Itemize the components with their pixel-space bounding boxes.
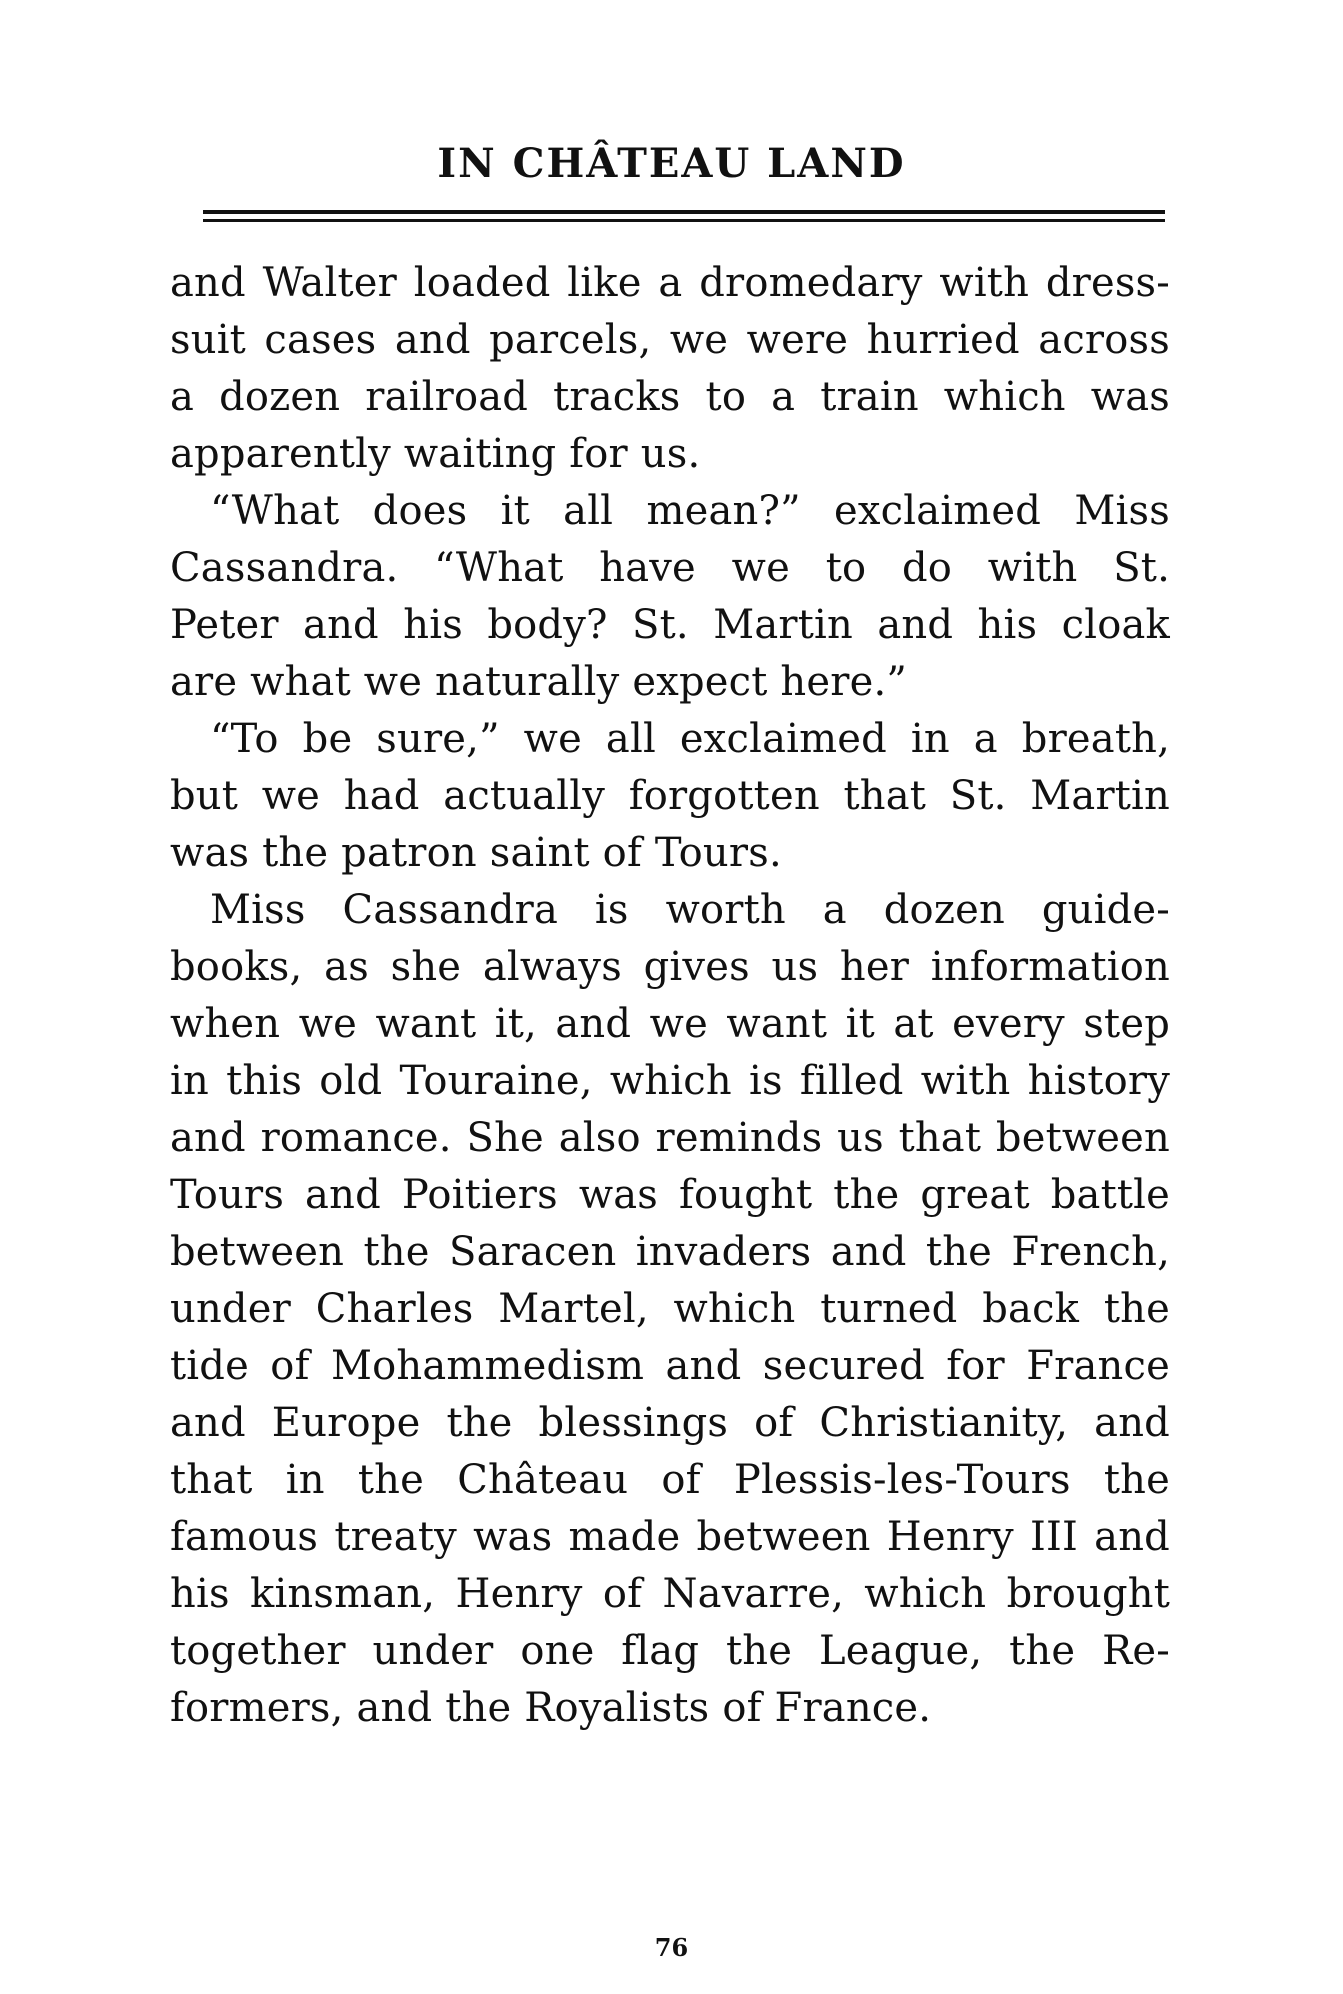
text-line: Cassandra. “What have we to do with St. (170, 545, 1170, 591)
text-line: was the patron saint of Tours. (170, 830, 782, 876)
body-text (170, 255, 1170, 1737)
text-line: famous treaty was made between Henry III and (170, 1514, 1170, 1560)
text-line: suit cases and parcels, we were hurried across (170, 317, 1170, 363)
header-rule-bottom (203, 219, 1165, 222)
text-line: between the Saracen invaders and the French, (170, 1229, 1170, 1275)
text-line: apparently waiting for us. (170, 431, 701, 477)
text-line: under Charles Martel, which turned back the (170, 1286, 1170, 1332)
text-line: Tours and Poitiers was fought the great battle (170, 1172, 1170, 1218)
page-number: 76 (654, 1933, 689, 1962)
text-line: but we had actually forgotten that St. Martin (170, 773, 1170, 819)
text-line: books, as she always gives us her information (170, 944, 1170, 990)
text-line: and romance. She also reminds us that between (170, 1115, 1170, 1161)
text-line: and Walter loaded like a dromedary with dress- (170, 260, 1170, 306)
text-line: “What does it all mean?” exclaimed Miss (210, 488, 1170, 534)
text-line: together under one flag the League, the Re- (170, 1628, 1170, 1674)
text-line: when we want it, and we want it at every step (170, 1001, 1170, 1047)
text-line: Miss Cassandra is worth a dozen guide- (210, 887, 1170, 933)
text-line: in this old Touraine, which is filled with history (170, 1058, 1170, 1104)
running-head: IN CHÂTEAU LAND (437, 140, 906, 187)
text-line: are what we naturally expect here.” (170, 659, 908, 705)
text-line: that in the Château of Plessis-les-Tours the (170, 1457, 1170, 1503)
text-line: a dozen railroad tracks to a train which was (170, 374, 1170, 420)
text-line: formers, and the Royalists of France. (170, 1685, 932, 1731)
text-line: Peter and his body? St. Martin and his cloak (170, 602, 1170, 648)
text-line: tide of Mohammedism and secured for France (170, 1343, 1170, 1389)
text-line: “To be sure,” we all exclaimed in a breath, (210, 716, 1170, 762)
text-line: his kinsman, Henry of Navarre, which brought (170, 1571, 1170, 1617)
text-line: and Europe the blessings of Christianity, and (170, 1400, 1170, 1446)
header-rule-top (203, 210, 1165, 214)
